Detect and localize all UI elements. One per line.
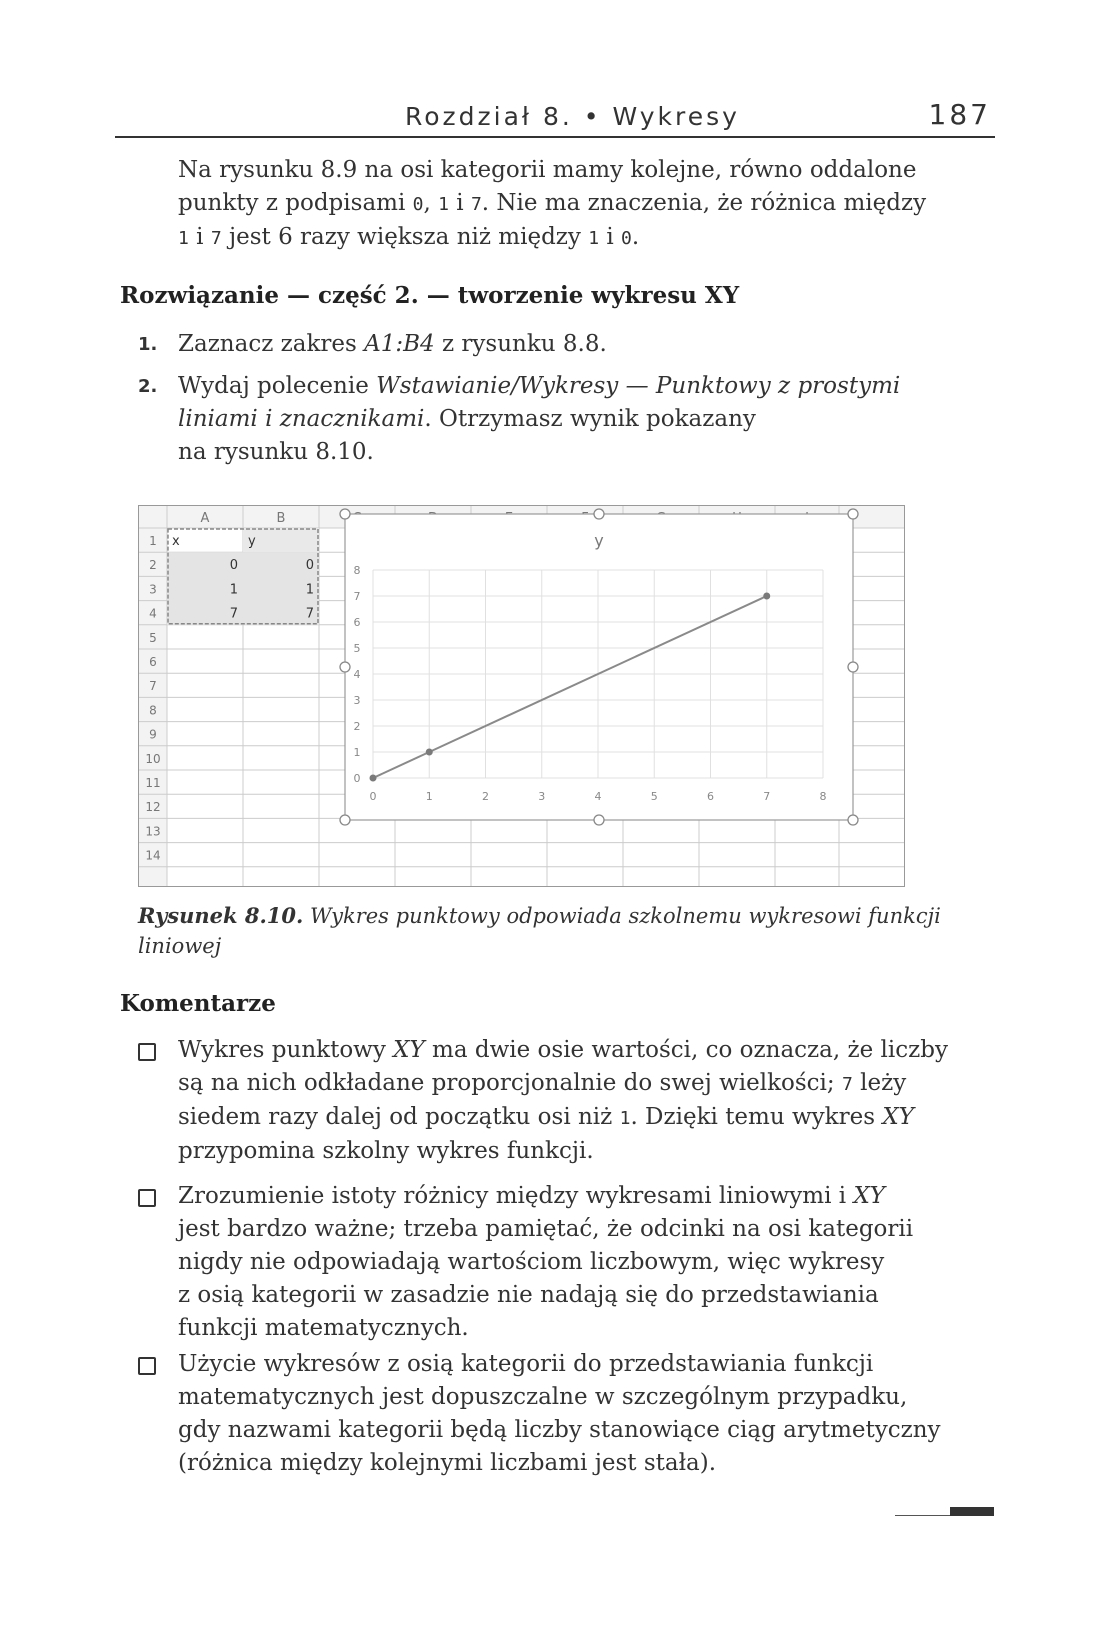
- cell-A2: 0: [229, 558, 238, 574]
- cell-A4: 7: [229, 606, 238, 622]
- x-tick-label: 4: [594, 790, 602, 803]
- checkbox-bullet-icon: [138, 1043, 156, 1061]
- column-header-B: B: [276, 511, 286, 526]
- figure-caption: Rysunek 8.10. Wykres punktowy odpowiada szkolnemu wykresowi funkcji liniowej: [138, 903, 941, 958]
- cell-A3: 1: [229, 582, 238, 598]
- chart-resize-handle: [848, 662, 858, 672]
- row-header-3: 3: [149, 582, 157, 597]
- data-point: [370, 775, 377, 782]
- row-header-7: 7: [149, 679, 157, 694]
- y-tick-label: 4: [353, 668, 361, 681]
- y-tick-label: 1: [353, 746, 361, 759]
- row-header-13: 13: [145, 824, 161, 839]
- row-header-5: 5: [149, 630, 157, 645]
- intro-paragraph: [178, 154, 988, 255]
- running-header: [115, 96, 995, 138]
- checkbox-bullet-icon: [138, 1357, 156, 1375]
- row-header-11: 11: [145, 776, 161, 790]
- end-of-section-mark: [895, 1507, 995, 1517]
- row-header-9: 9: [149, 727, 157, 742]
- chart-resize-handle: [340, 815, 350, 825]
- step-text: Wydaj polecenie Wstawianie/Wykresy — Punktowy z prostymi liniami i znacznikami. Otrzymasz wynik pokazany na rysunku 8.10.: [178, 373, 901, 465]
- section-heading: Rozwiązanie — część 2. — tworzenie wykresu XY: [120, 282, 740, 309]
- intro-line-1: Na rysunku 8.9 na osi kategorii mamy kolejne, równo oddalone: [178, 157, 917, 183]
- chart-area: [345, 514, 853, 820]
- y-tick-label: 0: [353, 772, 361, 785]
- x-tick-label: 8: [819, 790, 827, 803]
- chart-resize-handle: [848, 815, 858, 825]
- y-tick-label: 6: [353, 616, 361, 629]
- figure-spreadsheet-chart: [138, 505, 905, 887]
- chart-resize-handle: [594, 815, 604, 825]
- row-header-2: 2: [149, 558, 157, 573]
- y-tick-label: 5: [353, 642, 361, 655]
- intro-line-3: 1 i 7 jest 6 razy większa niż między 1 i 0.: [178, 224, 640, 250]
- cell-B2: 0: [305, 558, 314, 574]
- chart-resize-handle: [594, 509, 604, 519]
- x-tick-label: 2: [482, 790, 489, 803]
- spreadsheet-chart-svg: [139, 506, 904, 886]
- page-number: 187: [928, 98, 991, 131]
- cell-B3: 1: [305, 582, 314, 598]
- intro-line-2: punkty z podpisami 0, 1 i 7. Nie ma znaczenia, że różnica między: [178, 190, 927, 216]
- step-number: 1.: [138, 334, 158, 355]
- row-header-6: 6: [149, 655, 157, 669]
- x-tick-label: 0: [369, 790, 377, 803]
- step-number: 2.: [138, 376, 158, 397]
- x-tick-label: 6: [707, 790, 714, 803]
- x-tick-label: 1: [425, 790, 433, 803]
- row-header-8: 8: [149, 703, 157, 718]
- x-tick-label: 7: [763, 790, 771, 803]
- row-header-12: 12: [145, 800, 161, 815]
- x-tick-label: 5: [650, 790, 658, 803]
- chart-resize-handle: [340, 662, 350, 672]
- chart-title: y: [594, 531, 604, 550]
- data-point: [763, 593, 770, 600]
- selection-fill: [167, 552, 319, 625]
- row-header-4: 4: [149, 606, 157, 621]
- y-tick-label: 7: [353, 590, 361, 603]
- chapter-title: Rozdział 8. • Wykresy: [405, 102, 740, 131]
- column-header-A: A: [200, 511, 210, 526]
- caption-label: Rysunek 8.10.: [138, 903, 304, 928]
- step-text: Zaznacz zakres A1:B4 z rysunku 8.8.: [178, 331, 607, 357]
- y-tick-label: 3: [353, 694, 361, 707]
- cell-B1: y: [248, 534, 256, 549]
- chart-resize-handle: [848, 509, 858, 519]
- chart-resize-handle: [340, 509, 350, 519]
- row-header-14: 14: [145, 848, 161, 863]
- y-tick-label: 8: [353, 564, 361, 577]
- row-header-1: 1: [149, 534, 157, 548]
- checkbox-bullet-icon: [138, 1189, 156, 1207]
- cell-B4: 7: [305, 606, 314, 622]
- y-tick-label: 2: [353, 720, 361, 733]
- comments-heading: Komentarze: [120, 990, 276, 1017]
- data-point: [426, 749, 433, 756]
- row-header-10: 10: [145, 751, 161, 766]
- x-tick-label: 3: [538, 790, 546, 803]
- cell-A1: x: [172, 534, 180, 549]
